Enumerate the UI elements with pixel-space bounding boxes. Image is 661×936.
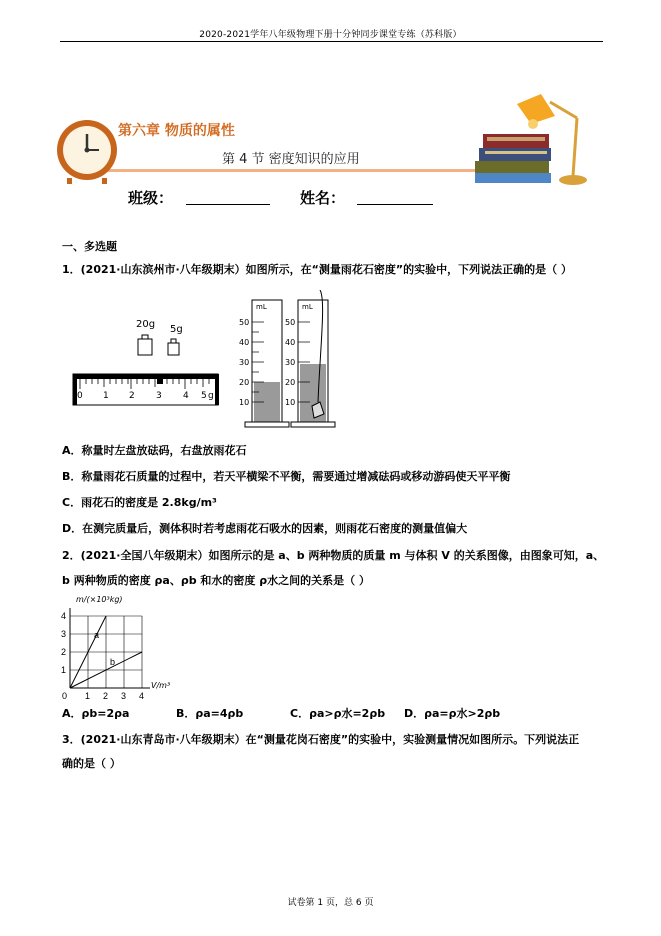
- class-label: 班级：: [128, 189, 174, 207]
- q2-option-d: D．ρa=ρ水>2ρb: [404, 707, 501, 720]
- cylinder2-unit: mL: [302, 303, 313, 311]
- mass-volume-chart: [60, 604, 160, 700]
- y-tick-label: 3: [61, 629, 67, 639]
- cylinder2-tick-20: 20: [285, 378, 296, 387]
- question-2-stem-line1: 2．(2021·全国八年级期末）如图所示的是 a、b 两种物质的质量 m 与体积 V 的关系图像，由图象可知，a、: [62, 549, 605, 562]
- class-field[interactable]: [186, 190, 270, 205]
- cylinder1-unit: mL: [256, 303, 267, 311]
- page-footer: 试卷第 1 页，总 6 页: [287, 898, 374, 908]
- cylinder2-tick-30: 30: [285, 358, 296, 367]
- cylinder1-tick-20: 20: [239, 378, 250, 387]
- balance-ruler: [72, 373, 220, 407]
- weight-5g-label: 5g: [170, 324, 183, 335]
- name-field[interactable]: [357, 190, 433, 205]
- ruler-unit: g: [208, 391, 214, 401]
- chart-ylabel: m/(×10³kg): [76, 595, 123, 604]
- page-header: 2020-2021学年八年级物理下册十分钟同步课堂专练（苏科版）: [199, 30, 462, 40]
- section-heading: 一、多选题: [62, 240, 117, 253]
- q2-option-b: B．ρa=4ρb: [176, 707, 244, 720]
- x-tick-label: 2: [103, 691, 109, 700]
- cylinder2-tick-40: 40: [285, 338, 296, 347]
- books-icon: [475, 134, 551, 183]
- question-1-stem: 1．(2021·山东滨州市·八年级期末）如图所示，在“测量雨花石密度”的实验中，下列说法正确的是（ ）: [62, 263, 572, 276]
- y-tick-label: 4: [61, 611, 67, 621]
- q1-option-a: A．称量时左盘放砝码，右盘放雨花石: [62, 444, 247, 457]
- q1-option-c: C．雨花石的密度是 2.8kg/m³: [62, 496, 217, 509]
- series-label-b: b: [110, 657, 116, 667]
- y-tick-label: 2: [61, 647, 67, 657]
- series-label-a: a: [94, 630, 100, 640]
- cylinder1-tick-10: 10: [239, 398, 250, 407]
- section-title: 第 4 节 密度知识的应用: [222, 152, 360, 167]
- chapter-title: 第六章 物质的属性: [118, 123, 235, 139]
- cylinder1-tick-50: 50: [239, 318, 250, 327]
- question-3-stem-line1: 3．(2021·山东青岛市·八年级期末）在“测量花岗石密度”的实验中，实验测量情况如图所示。下列说法正: [62, 733, 580, 746]
- cylinder2-tick-50: 50: [285, 318, 296, 327]
- question-3-stem-line2: 确的是（ ）: [62, 757, 121, 770]
- q1-option-b: B．称量雨花石质量的过程中，若天平横梁不平衡，需要通过增减砝码或移动游码使天平平衡: [62, 470, 511, 483]
- q2-option-a: A．ρb=2ρa: [62, 707, 130, 720]
- x-tick-label: 1: [85, 691, 91, 700]
- ruler-tick-3: 3: [156, 391, 162, 401]
- header-divider: [60, 41, 603, 42]
- ruler-tick-1: 1: [103, 391, 109, 401]
- cylinder2-tick-10: 10: [285, 398, 296, 407]
- q1-option-d: D．在测完质量后，测体积时若考虑雨花石吸水的因素，则雨花石密度的测量值偏大: [62, 522, 468, 535]
- x-tick-label: 0: [62, 691, 68, 700]
- x-tick-label: 4: [139, 691, 145, 700]
- x-tick-label: 3: [121, 691, 127, 700]
- name-label: 姓名：: [300, 189, 346, 207]
- chart-xlabel: V/m³: [151, 681, 171, 690]
- cylinder1-tick-30: 30: [239, 358, 250, 367]
- weight-20g-label: 20g: [136, 319, 156, 330]
- ruler-tick-5: 5: [201, 391, 207, 401]
- ruler-tick-0: 0: [77, 391, 83, 401]
- question-2-stem-line2: b 两种物质的密度 ρa、ρb 和水的密度 ρ水之间的关系是（ ）: [62, 574, 370, 587]
- ruler-tick-4: 4: [183, 391, 189, 401]
- clock-icon: [57, 120, 117, 184]
- cylinder1-tick-40: 40: [239, 338, 250, 347]
- weights-icon: [136, 333, 186, 359]
- q2-option-c: C．ρa>ρ水=2ρb: [290, 707, 386, 720]
- y-tick-label: 1: [61, 665, 67, 675]
- ruler-tick-2: 2: [129, 391, 135, 401]
